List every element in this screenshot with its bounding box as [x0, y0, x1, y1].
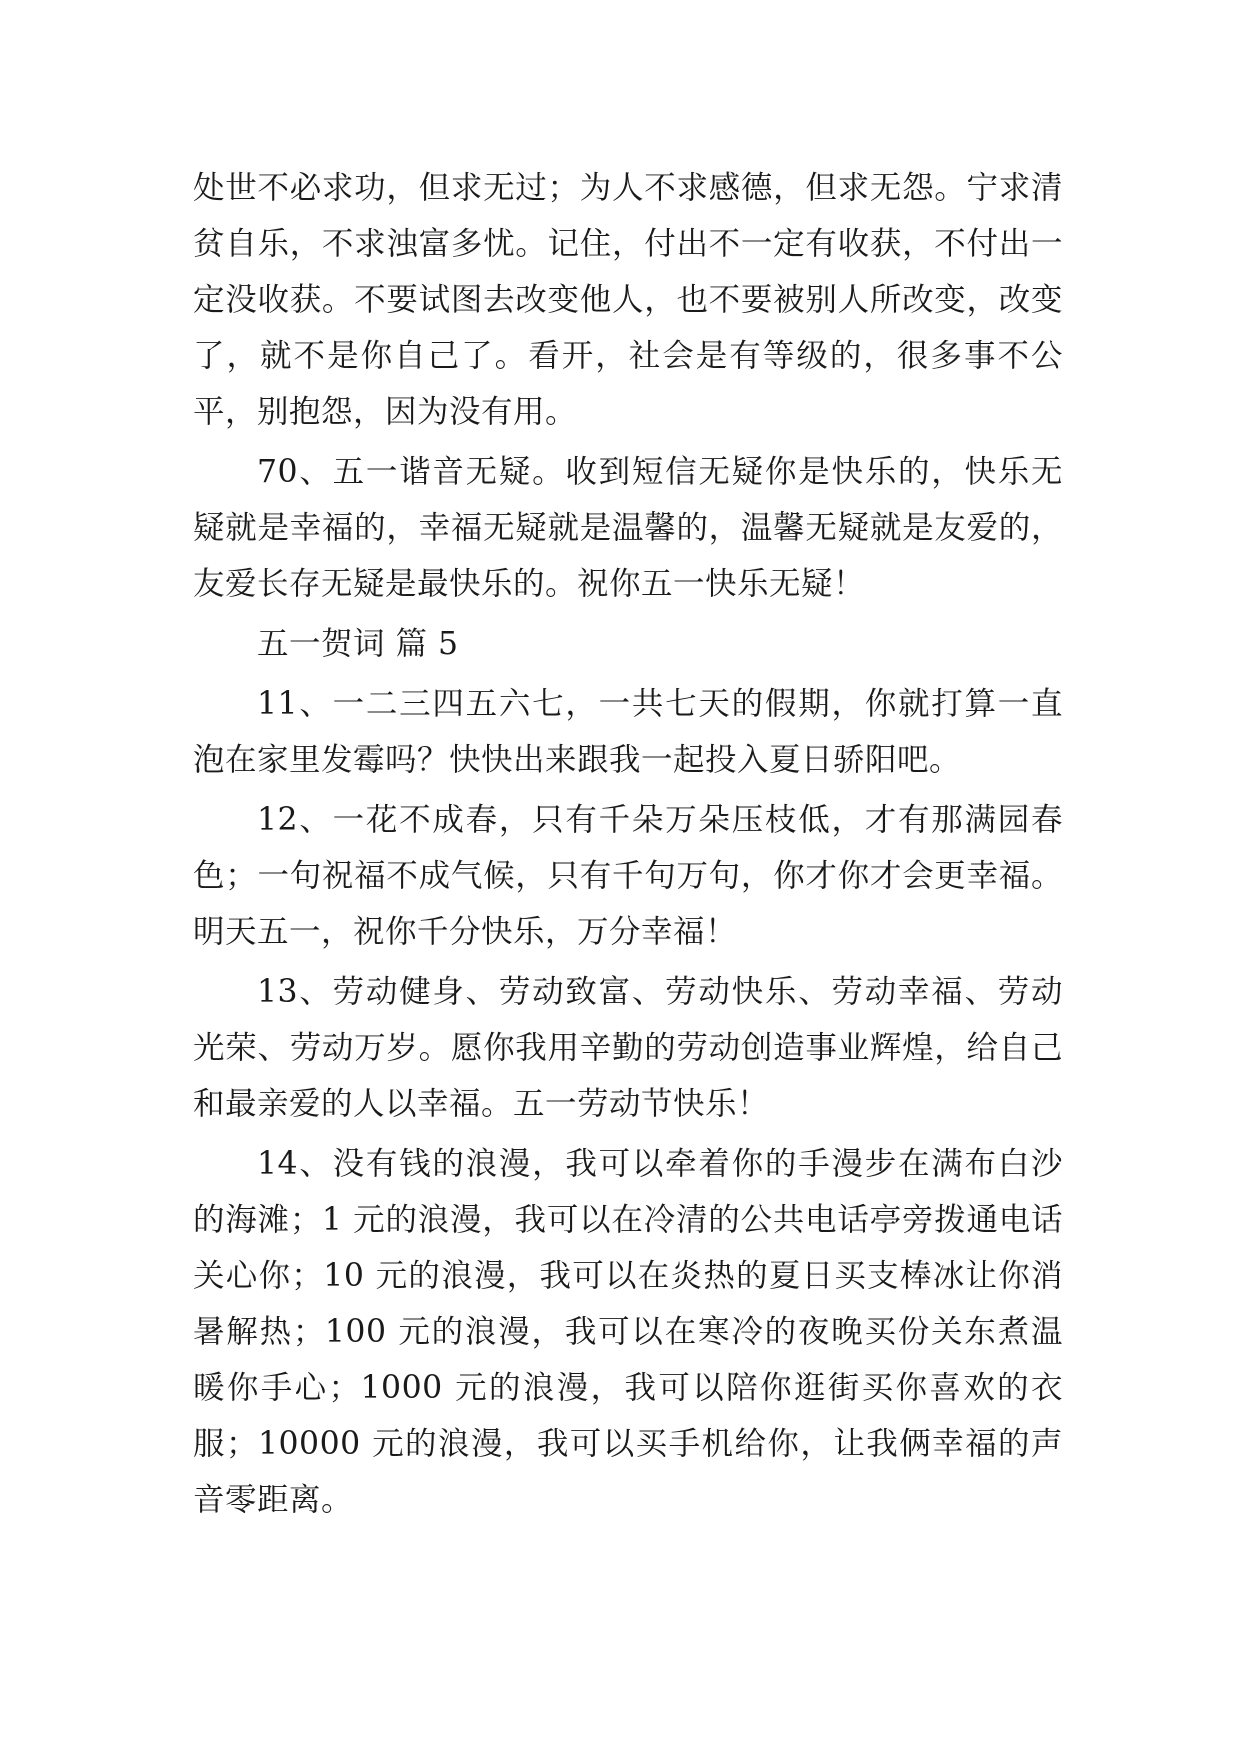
- paragraph-item-70: 70、五一谐音无疑。收到短信无疑你是快乐的，快乐无疑就是幸福的，幸福无疑就是温馨的，温馨无疑就是友爱的，友爱长存无疑是最快乐的。祝你五一快乐无疑！: [193, 454, 1063, 602]
- paragraph-continuation: 处世不必求功，但求无过；为人不求感德，但求无怨。宁求清贫自乐，不求浊富多忧。记住，付出不一定有收获，不付出一定没收获。不要试图去改变他人，也不要被别人所改变，改变了，就不是你自己了。看开，社会是有等级的，很多事不公平，别抱怨，因为没有用。: [193, 170, 1063, 430]
- paragraph-item-14: 14、没有钱的浪漫，我可以牵着你的手漫步在满布白沙的海滩；1 元的浪漫，我可以在冷清的公共电话亭旁拨通电话关心你；10 元的浪漫，我可以在炎热的夏日买支棒冰让你消暑解热；100 元的浪漫，我可以在寒冷的夜晚买份关东煮温暖你手心；1000 元的浪漫，我可以陪你逛街买你喜欢的衣服；10000 元的浪漫，我可以买手机给你，让我俩幸福的声音零距离。: [193, 1146, 1063, 1518]
- paragraph-item-13: 13、劳动健身、劳动致富、劳动快乐、劳动幸福、劳动光荣、劳动万岁。愿你我用辛勤的劳动创造事业辉煌，给自己和最亲爱的人以幸福。五一劳动节快乐！: [193, 974, 1063, 1122]
- paragraph-item-11: 11、一二三四五六七，一共七天的假期，你就打算一直泡在家里发霉吗？快快出来跟我一起投入夏日骄阳吧。: [193, 686, 1063, 778]
- paragraph-item-12: 12、一花不成春，只有千朵万朵压枝低，才有那满园春色；一句祝福不成气候，只有千句万句，你才你才会更幸福。明天五一，祝你千分快乐，万分幸福！: [193, 802, 1063, 950]
- section-heading: 五一贺词 篇 5: [257, 626, 459, 662]
- document-body: [193, 160, 1063, 1532]
